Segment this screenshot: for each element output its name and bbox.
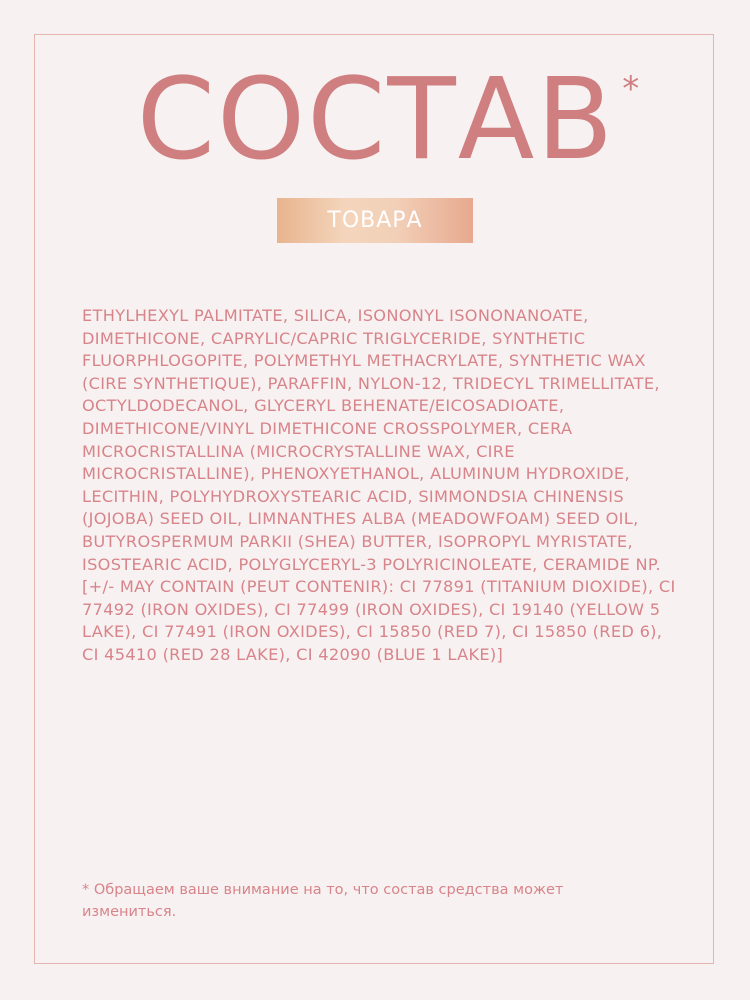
page-title-text: СОСТАВ <box>136 55 616 185</box>
subtitle-text: ТОВАРА <box>327 208 423 233</box>
ingredients-list: ETHYLHEXYL PALMITATE, SILICA, ISONONYL ISONONANOATE, DIMETHICONE, CAPRYLIC/CAPRIC TRIGLYCERIDE, SYNTHETIC FLUORPHLOGOPITE, POLYMETHYL METHACRYLATE, SYNTHETIC WAX (CIRE SYNTHETIQUE), PARAFFIN, NYLON-12, TRIDECYL TRIMELLITATE, OCTYLDODECANOL, GLYCERYL BEHENATE/EICOSADIOATE, DIMETHICONE/VINYL DIMETHICONE CROSSPOLYMER, CERA MICROCRISTALLINA (MICROCRYSTALLINE WAX, CIRE MICROCRISTALLINE), PHENOXYETHANOL, ALUMINUM HYDROXIDE, LECITHIN, POLYHYDROXYSTEARIC ACID, SIMMONDSIA CHINENSIS (JOJOBA) SEED OIL, LIMNANTHES ALBA (MEADOWFOAM) SEED OIL, BUTYROSPERMUM PARKII (SHEA) BUTTER, ISOPROPYL MYRISTATE, ISOSTEARIC ACID, POLYGLYCERYL-3 POLYRICINOLEATE, CERAMIDE NP. [+/- MAY CONTAIN (PEUT CONTENIR): CI 77891 (TITANIUM DIOXIDE), CI 77492 (IRON OXIDES), CI 77499 (IRON OXIDES), CI 19140 (YELLOW 5 LAKE), CI 77491 (IRON OXIDES), CI 15850 (RED 7), CI 15850 (RED 6), CI 45410 (RED 28 LAKE), CI 42090 (BLUE 1 LAKE)] <box>82 306 676 664</box>
subtitle-badge <box>277 198 473 243</box>
page-title <box>136 55 642 185</box>
title-asterisk: * <box>622 69 642 109</box>
footnote-text: * Обращаем ваше внимание на то, что состав средства может измениться. <box>82 882 564 920</box>
title-block <box>0 55 750 185</box>
